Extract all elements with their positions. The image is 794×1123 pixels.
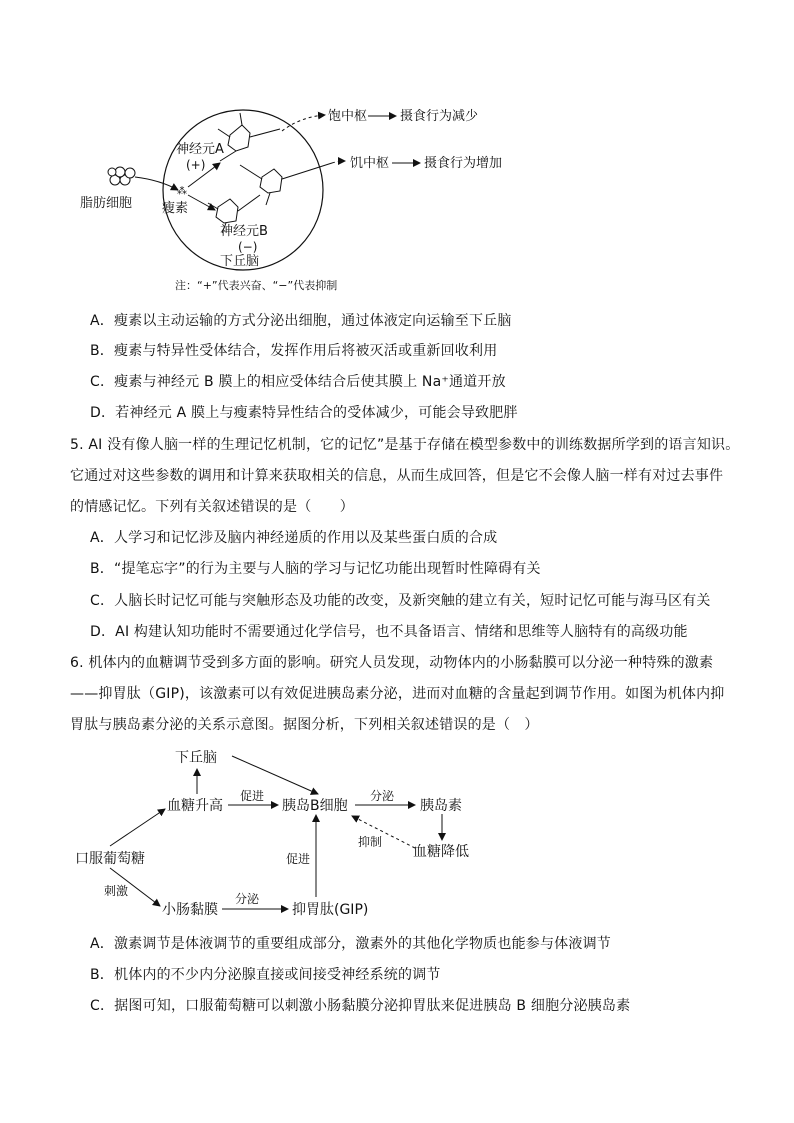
hunger-center-label: 饥中枢 bbox=[350, 156, 390, 171]
leptin-dot: ⁂ bbox=[177, 186, 187, 197]
leptin-hypothalamus-diagram bbox=[70, 95, 540, 300]
stimulate-label: 刺激 bbox=[104, 884, 129, 898]
beta-cell-node: 胰岛B细胞 bbox=[282, 798, 348, 814]
glucose-fall-node: 血糖降低 bbox=[413, 844, 469, 860]
q5-option-a: A．人学习和记忆涉及脑内神经递质的作用以及某些蛋白质的合成 bbox=[90, 530, 498, 546]
q5-option-c: C．人脑长时记忆可能与突触形态及功能的改变，及新突触的建立有关，短时记忆可能与海马区有关 bbox=[90, 593, 711, 609]
neuron-a-shape bbox=[218, 113, 280, 161]
oral-to-rise-arrow bbox=[110, 809, 165, 846]
q5-stem-line-1: 5. AI 没有像人脑一样的生理记忆机制，它的记忆”是基于存储在模型参数中的训练数据所学到的语言知识。 bbox=[70, 437, 740, 453]
neuron-a-label: 神经元A bbox=[176, 142, 224, 157]
secrete-label-1: 分泌 bbox=[370, 789, 395, 803]
leptin-to-b-arrow bbox=[188, 195, 215, 210]
q6-option-a: A．激素调节是体液调节的重要组成部分，激素外的其他化学物质也能参与体液调节 bbox=[90, 936, 611, 952]
neuron-b-label: 神经元B bbox=[220, 224, 268, 239]
fat-cell-icon bbox=[108, 167, 135, 185]
mucosa-node: 小肠黏膜 bbox=[162, 902, 218, 918]
hunger-dashed-arrow bbox=[332, 161, 345, 163]
fat-cell-label: 脂肪细胞 bbox=[80, 196, 133, 211]
diagram-note: 注：“+”代表兴奋、“−”代表抑制 bbox=[175, 279, 338, 292]
eat-decrease-label: 摄食行为减少 bbox=[400, 109, 479, 124]
gip-node: 抑胃肽(GIP) bbox=[292, 902, 369, 918]
q6-option-b: B．机体内的不少内分泌腺直接或间接受神经系统的调节 bbox=[90, 967, 441, 983]
gip-insulin-diagram bbox=[70, 742, 510, 922]
neuron-b-sign: (−) bbox=[238, 240, 258, 254]
secrete-label-2: 分泌 bbox=[235, 892, 260, 906]
q6-stem-line-1: 6. 机体内的血糖调节受到多方面的影响。研究人员发现，动物体内的小肠黏膜可以分泌一种特殊的激素 bbox=[70, 655, 714, 671]
promote-label-1: 促进 bbox=[240, 789, 265, 803]
q6-option-c: C．据图可知，口服葡萄糖可以刺激小肠黏膜分泌抑胃肽来促进胰岛 B 细胞分泌胰岛素 bbox=[90, 998, 631, 1014]
leptin-secretion-arrow bbox=[135, 177, 178, 190]
q5-stem-line-2: 它通过对这些参数的调用和计算来获取相关的信息，从而生成回答，但是它不会像人脑一样有对过去事件 bbox=[70, 468, 724, 484]
hypothalamus-node: 下丘脑 bbox=[175, 750, 217, 766]
promote-label-2: 促进 bbox=[286, 852, 311, 866]
neuron-a-sign: (+) bbox=[186, 158, 206, 172]
leptin-label: 瘦素 bbox=[162, 201, 189, 216]
q5-option-d: D．AI 构建认知功能时不需要通过化学信号，也不具备语言、情绪和思维等人脑特有的高级功能 bbox=[90, 624, 688, 640]
hunger-neuron-shape bbox=[240, 163, 332, 205]
q4-option-d: D．若神经元 A 膜上与瘦素特异性结合的受体减少，可能会导致肥胖 bbox=[90, 405, 518, 421]
satiety-center-label: 饱中枢 bbox=[328, 109, 368, 124]
q4-option-a: A．瘦素以主动运输的方式分泌出细胞，通过体液定向运输至下丘脑 bbox=[90, 313, 512, 329]
q4-option-c: C．瘦素与神经元 B 膜上的相应受体结合后使其膜上 Na⁺通道开放 bbox=[90, 374, 506, 390]
eat-increase-label: 摄食行为增加 bbox=[424, 156, 503, 171]
oral-glucose-node: 口服葡萄糖 bbox=[75, 851, 145, 867]
q6-stem-line-2: ——抑胃肽（GIP)，该激素可以有效促进胰岛素分泌，进而对血糖的含量起到调节作用。如图为机体内抑 bbox=[70, 686, 725, 702]
q4-option-b: B．瘦素与特异性受体结合，发挥作用后将被灭活或重新回收利用 bbox=[90, 343, 498, 359]
q5-option-b: B．“提笔忘字”的行为主要与人脑的学习与记忆功能出现暂时性障碍有关 bbox=[90, 561, 541, 577]
insulin-node: 胰岛素 bbox=[420, 798, 462, 814]
inhibit-label: 抑制 bbox=[358, 835, 383, 849]
q6-stem-line-3: 胃肽与胰岛素分泌的关系示意图。据图分析，下列相关叙述错误的是（ ） bbox=[70, 717, 539, 733]
glucose-rise-node: 血糖升高 bbox=[167, 798, 223, 814]
q5-stem-line-3: 的情感记忆。下列有关叙述错误的是（ ） bbox=[70, 499, 354, 515]
satiety-dashed-arrow bbox=[282, 115, 325, 131]
hypothalamus-label: 下丘脑 bbox=[220, 254, 260, 269]
